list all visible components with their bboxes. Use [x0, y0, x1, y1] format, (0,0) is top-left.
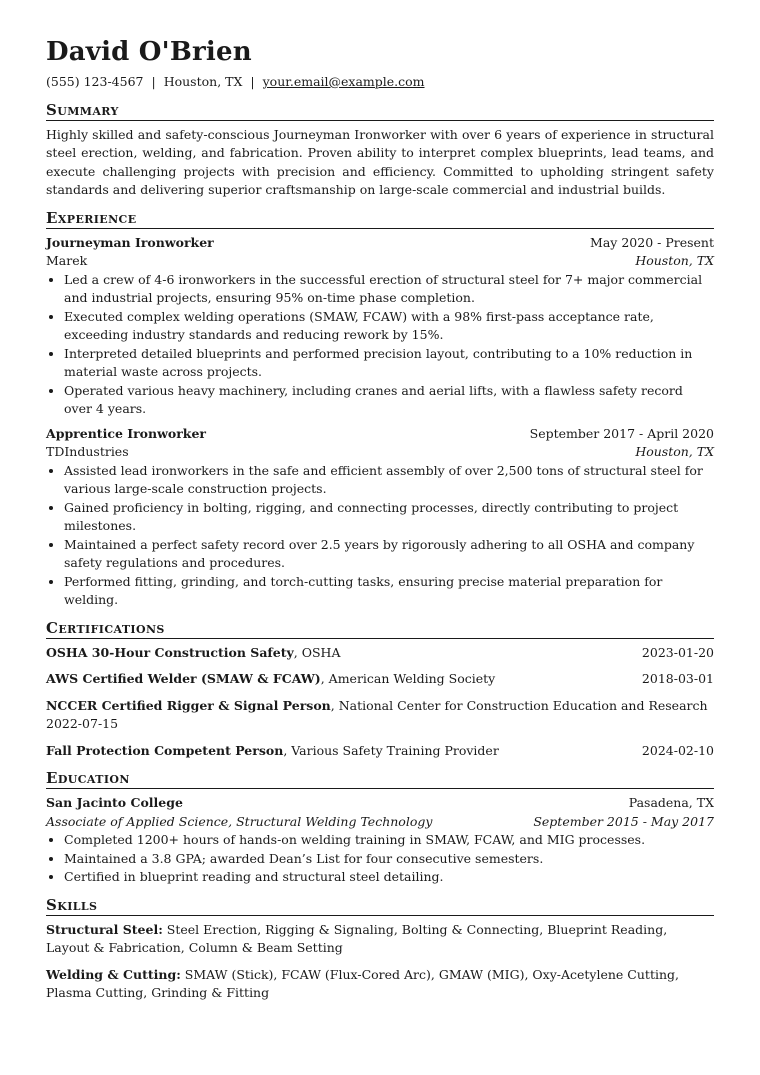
skills-section: [46, 896, 714, 1003]
section-title-summary: Summary: [46, 101, 714, 121]
certification-issuer: , Various Safety Training Provider: [283, 742, 499, 758]
job-title: Journeyman Ironworker: [46, 234, 214, 250]
experience-section: [46, 209, 714, 610]
separator: |: [151, 73, 156, 89]
company-name: Marek: [46, 253, 88, 269]
certification-issuer: , American Welding Society: [320, 671, 496, 687]
job-entry: [46, 425, 714, 610]
certification-date: 2023-01-20: [641, 644, 714, 660]
job-title: Apprentice Ironworker: [46, 425, 206, 441]
skill-label: Welding & Cutting:: [46, 966, 181, 982]
list-item: • Certified in blueprint reading and structural steel detailing.: [64, 868, 714, 887]
job-location: Houston, TX: [635, 253, 714, 269]
contact-line: [46, 74, 714, 89]
list-item: • Assisted lead ironworkers in the safe and efficient assembly of over 2,500 tons of structural steel for various large-scale construction projects.: [64, 462, 714, 499]
section-title-skills: Skills: [46, 896, 714, 916]
certification-item: [46, 670, 714, 689]
separator: |: [250, 73, 255, 89]
section-title-education: Education: [46, 769, 714, 789]
skill-label: Structural Steel:: [46, 921, 163, 937]
list-item: • Maintained a 3.8 GPA; awarded Dean’s List for four consecutive semesters.: [64, 850, 714, 869]
list-item: • Maintained a perfect safety record over 2.5 years by rigorously adhering to all OSHA and company safety regulations and procedures.: [64, 536, 714, 573]
job-dates: May 2020 - Present: [590, 234, 714, 250]
job-entry: [46, 234, 714, 419]
certification-date: 2024-02-10: [641, 742, 714, 758]
section-title-experience: Experience: [46, 209, 714, 229]
list-item: • Led a crew of 4-6 ironworkers in the successful erection of structural steel for 7+ major commercial and industrial projects, ensuring 95% on-time phase completion.: [64, 271, 714, 308]
list-item: • Completed 1200+ hours of hands-on welding training in SMAW, FCAW, and MIG processes.: [64, 831, 714, 850]
school-name: San Jacinto College: [46, 795, 183, 811]
list-item: • Performed fitting, grinding, and torch-cutting tasks, ensuring precise material preparation for welding.: [64, 573, 714, 610]
certification-name: OSHA 30-Hour Construction Safety: [46, 644, 294, 660]
certification-date: 2018-03-01: [641, 671, 714, 687]
location: Houston, TX: [163, 73, 243, 89]
certification-issuer: , National Center for Construction Education and Research: [330, 697, 708, 713]
job-bullets: [46, 462, 714, 610]
certification-item: [46, 742, 714, 761]
education-section: [46, 769, 714, 887]
degree: Associate of Applied Science, Structural Welding Technology: [46, 813, 433, 829]
company-name: TDIndustries: [46, 444, 129, 460]
skill-list: SMAW (Stick), FCAW (Flux-Cored Arc), GMAW (MIG), Oxy-Acetylene Cutting, Plasma Cutting, Grinding & Fitting: [46, 966, 679, 1001]
certification-name: NCCER Certified Rigger & Signal Person: [46, 697, 331, 713]
job-location: Houston, TX: [635, 444, 714, 460]
certification-date: 2022-07-15: [46, 716, 119, 732]
job-dates: September 2017 - April 2020: [529, 425, 714, 441]
certification-name: Fall Protection Competent Person: [46, 742, 284, 758]
skill-list: Steel Erection, Rigging & Signaling, Bolting & Connecting, Blueprint Reading, Layout & Fabrication, Column & Beam Setting: [46, 921, 668, 956]
education-bullets: [46, 831, 714, 887]
section-title-certifications: Certifications: [46, 619, 714, 639]
certification-name: AWS Certified Welder (SMAW & FCAW): [46, 671, 321, 687]
certifications-section: [46, 619, 714, 761]
school-location: Pasadena, TX: [628, 795, 714, 811]
summary-section: [46, 101, 714, 200]
list-item: • Interpreted detailed blueprints and performed precision layout, contributing to a 10% reduction in material waste across projects.: [64, 345, 714, 382]
summary-text: Highly skilled and safety-conscious Journeyman Ironworker with over 6 years of experience in structural steel erection, welding, and fabrication. Proven ability to interpret complex blueprints, lead teams, and execute challenging projects with precision and efficiency. Committed to upholding stringent safety standards and delivering superior craftsmanship on large-scale commercial and industrial builds.: [46, 126, 714, 198]
certification-item: [46, 697, 714, 734]
skill-group: [46, 966, 714, 1003]
candidate-name: David O'Brien: [46, 37, 252, 67]
list-item: • Gained proficiency in bolting, rigging, and connecting processes, directly contributing to project milestones.: [64, 499, 714, 536]
education-dates: September 2015 - May 2017: [533, 813, 714, 829]
skill-group: [46, 921, 714, 958]
phone-number: (555) 123-4567: [46, 73, 144, 89]
certification-item: [46, 644, 714, 663]
list-item: • Operated various heavy machinery, including cranes and aerial lifts, with a flawless safety record over 4 years.: [64, 382, 714, 419]
list-item: • Executed complex welding operations (SMAW, FCAW) with a 98% first-pass acceptance rate, exceeding industry standards and reducing rework by 15%.: [64, 308, 714, 345]
email-link[interactable]: your.email@example.com: [262, 73, 425, 89]
certification-issuer: , OSHA: [293, 644, 341, 660]
job-bullets: [46, 271, 714, 419]
